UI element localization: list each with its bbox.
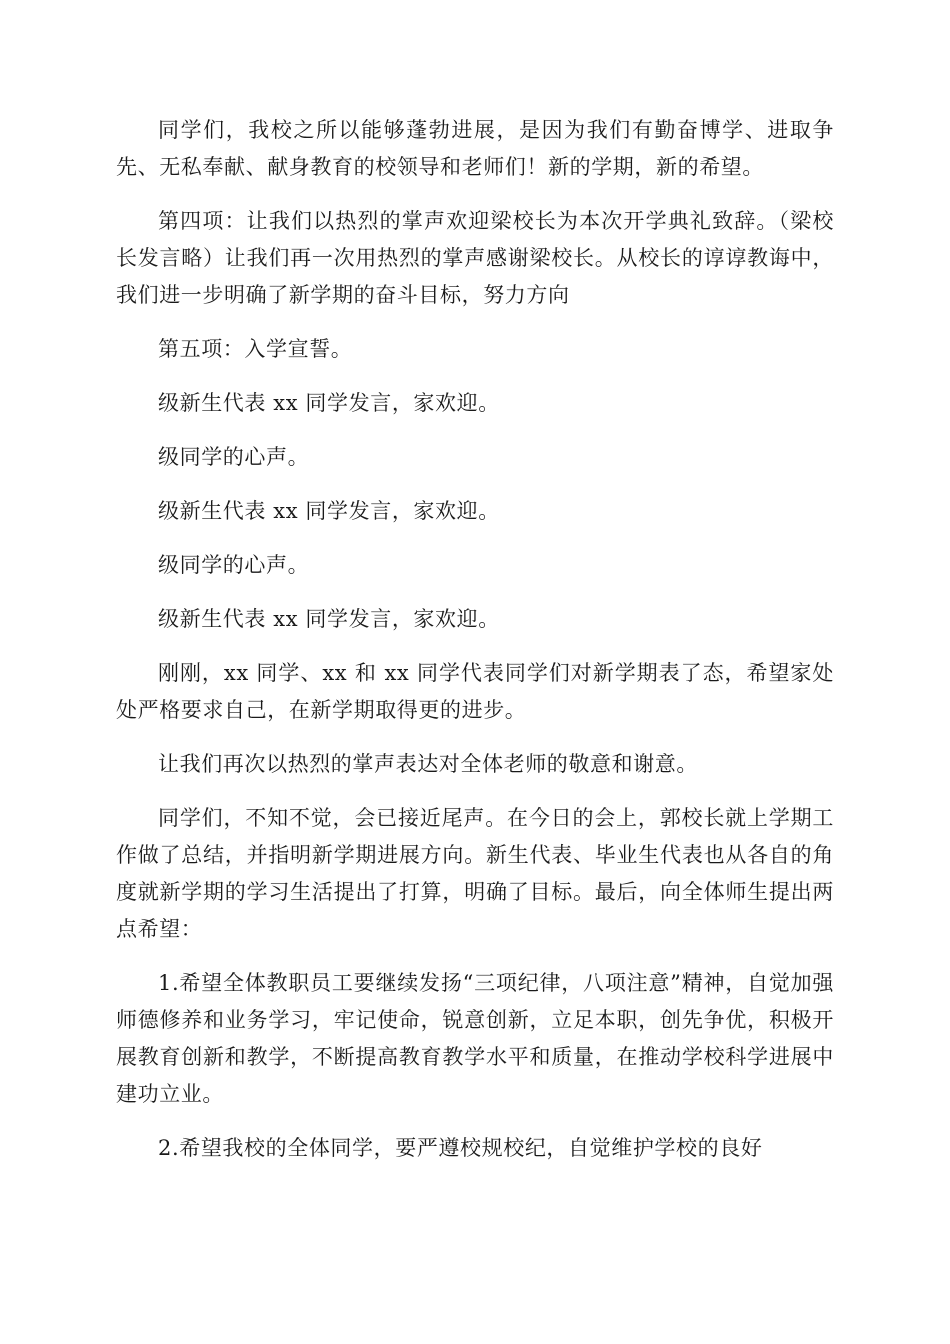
document-body [116,112,834,1184]
paragraph-5: 级同学的心声。 [158,445,310,469]
paragraph-7: 级同学的心声。 [158,553,310,577]
paragraph-6: 级新生代表 xx 同学发言，家欢迎。 [158,499,500,523]
paragraph-10: 让我们再次以热烈的掌声表达对全体老师的敬意和谢意。 [158,752,698,776]
paragraph-2: 第四项：让我们以热烈的掌声欢迎梁校长为本次开学典礼致辞。（梁校长发言略）让我们再一次用热烈的掌声感谢梁校长。从校长的谆谆教诲中，我们进一步明确了新学期的奋斗目标，努力方向 [116,209,834,307]
paragraph-9: 刚刚，xx 同学、xx 和 xx 同学代表同学们对新学期表了态，希望家处处严格要求自己，在新学期取得更的进步。 [116,661,834,722]
paragraph-13: 2.希望我校的全体同学，要严遵校规校纪，自觉维护学校的良好 [158,1136,763,1160]
paragraph-11: 同学们，不知不觉，会已接近尾声。在今日的会上，郭校长就上学期工作做了总结，并指明新学期进展方向。新生代表、毕业生代表也从各自的角度就新学期的学习生活提出了打算，明确了目标。最后，向全体师生提出两点希望： [116,806,834,941]
paragraph-12: 1.希望全体教职员工要继续发扬“三项纪律，八项注意”精神，自觉加强师德修养和业务学习，牢记使命，锐意创新，立足本职，创先争优，积极开展教育创新和教学，不断提高教育教学水平和质量，在推动学校科学进展中建功立业。 [116,971,834,1106]
paragraph-4: 级新生代表 xx 同学发言，家欢迎。 [158,391,500,415]
paragraph-1: 同学们，我校之所以能够蓬勃进展，是因为我们有勤奋博学、进取争先、无私奉献、献身教育的校领导和老师们！新的学期，新的希望。 [116,118,834,179]
paragraph-3: 第五项：入学宣誓。 [158,337,353,361]
paragraph-8: 级新生代表 xx 同学发言，家欢迎。 [158,607,500,631]
